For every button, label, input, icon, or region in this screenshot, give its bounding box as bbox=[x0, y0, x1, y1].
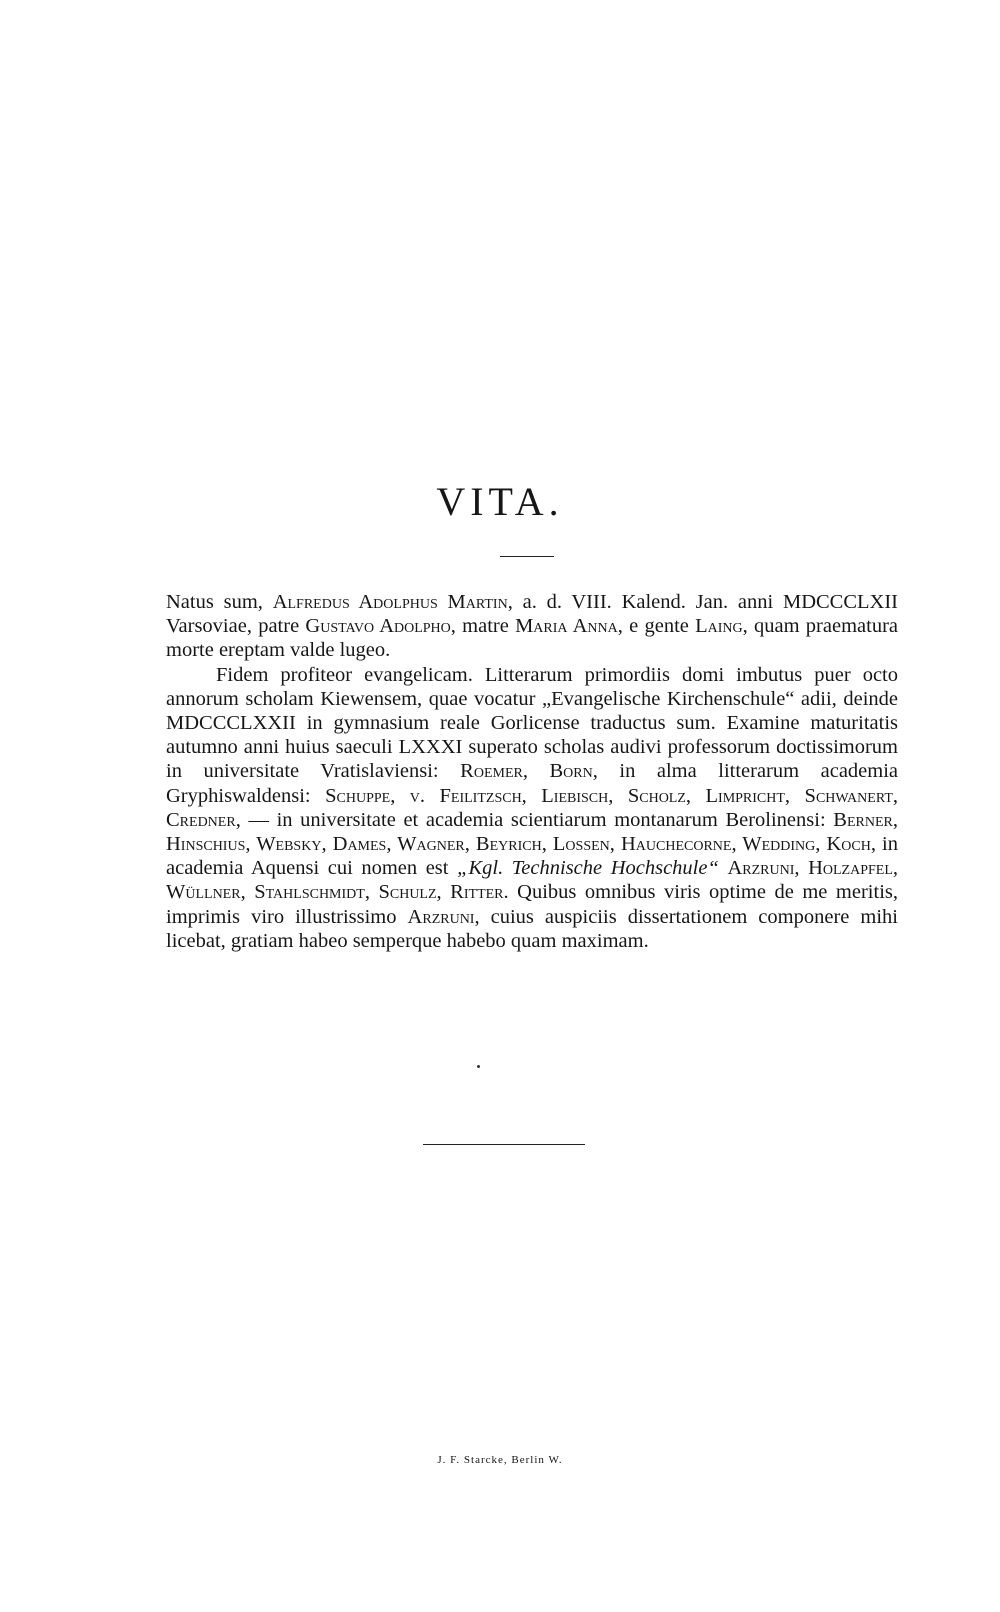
text-run: , e gente bbox=[617, 615, 696, 638]
text-run: , a. d. VIII. Kalend. Jan. anni MDCCCLXII Varsoviae, patre bbox=[166, 591, 899, 638]
title-divider bbox=[500, 556, 554, 557]
paragraph-education bbox=[166, 663, 898, 953]
professors-greifswald: Schuppe, v. Feilitzsch, Liebisch, Scholz, Limpricht, Schwanert, Credner bbox=[166, 784, 898, 831]
institution-name: „Kgl. Technische Hochschule“ bbox=[457, 857, 719, 880]
mother-name: Maria Anna bbox=[515, 615, 618, 638]
text-run: , quam praematura morte ereptam valde lugeo. bbox=[166, 615, 898, 662]
text-run: , cuius auspiciis dissertationem componere mihi licebat, gratiam habeo semperque habebo quam maximam. bbox=[166, 905, 898, 952]
text-run: , in alma litterarum academia Gryphiswaldensi: bbox=[166, 760, 899, 807]
father-name: Gustavo Adolpho bbox=[305, 615, 451, 638]
page-title: VITA. bbox=[436, 479, 564, 524]
professors-berlin: Berner, Hinschius, Websky, Dames, Wagner, Beyrich, Lossen, Hauchecorne, Wedding, Koch bbox=[166, 808, 898, 856]
text-run: . Quibus omnibus viris optime de me meritis, imprimis viro illustrissimo bbox=[166, 881, 898, 928]
printer-imprint: J. F. Starcke, Berlin W. bbox=[437, 1454, 563, 1466]
mentor-name: Arzruni bbox=[407, 905, 475, 928]
author-name: Alfredus Adolphus Martin bbox=[272, 591, 508, 613]
stray-dot bbox=[477, 1065, 480, 1068]
paragraph-birth bbox=[166, 590, 898, 663]
text-run: , in academia Aquensi cui nomen est bbox=[166, 833, 898, 880]
text-run: , — in universitate et academia scientiarum montanarum Berolinensi: bbox=[235, 808, 834, 831]
text-run: , matre bbox=[450, 615, 516, 638]
text-run: Natus sum, bbox=[166, 591, 273, 613]
text-run: Fidem profiteor evangelicam. Litterarum primordiis domi imbutus puer octo annorum scholam Kiewensem, quae vocatur „Evangelische Kirchenschule“ adii, deinde MDCCCLXXII in gymnasium reale Gorlicense traductus sum. Examine maturitatis autumno anni huius saeculi LXXXI superato scholas audivi professorum doctissimorum in universitate Vratislaviensi: bbox=[166, 663, 898, 783]
vita-body bbox=[166, 590, 898, 953]
closing-divider bbox=[423, 1144, 585, 1145]
professors-breslau: Roemer, Born bbox=[460, 760, 593, 783]
professors-aachen: Arzruni, Holzapfel, Wüllner, Stahlschmidt, Schulz, Ritter bbox=[166, 857, 898, 904]
family-name: Laing bbox=[695, 615, 743, 638]
